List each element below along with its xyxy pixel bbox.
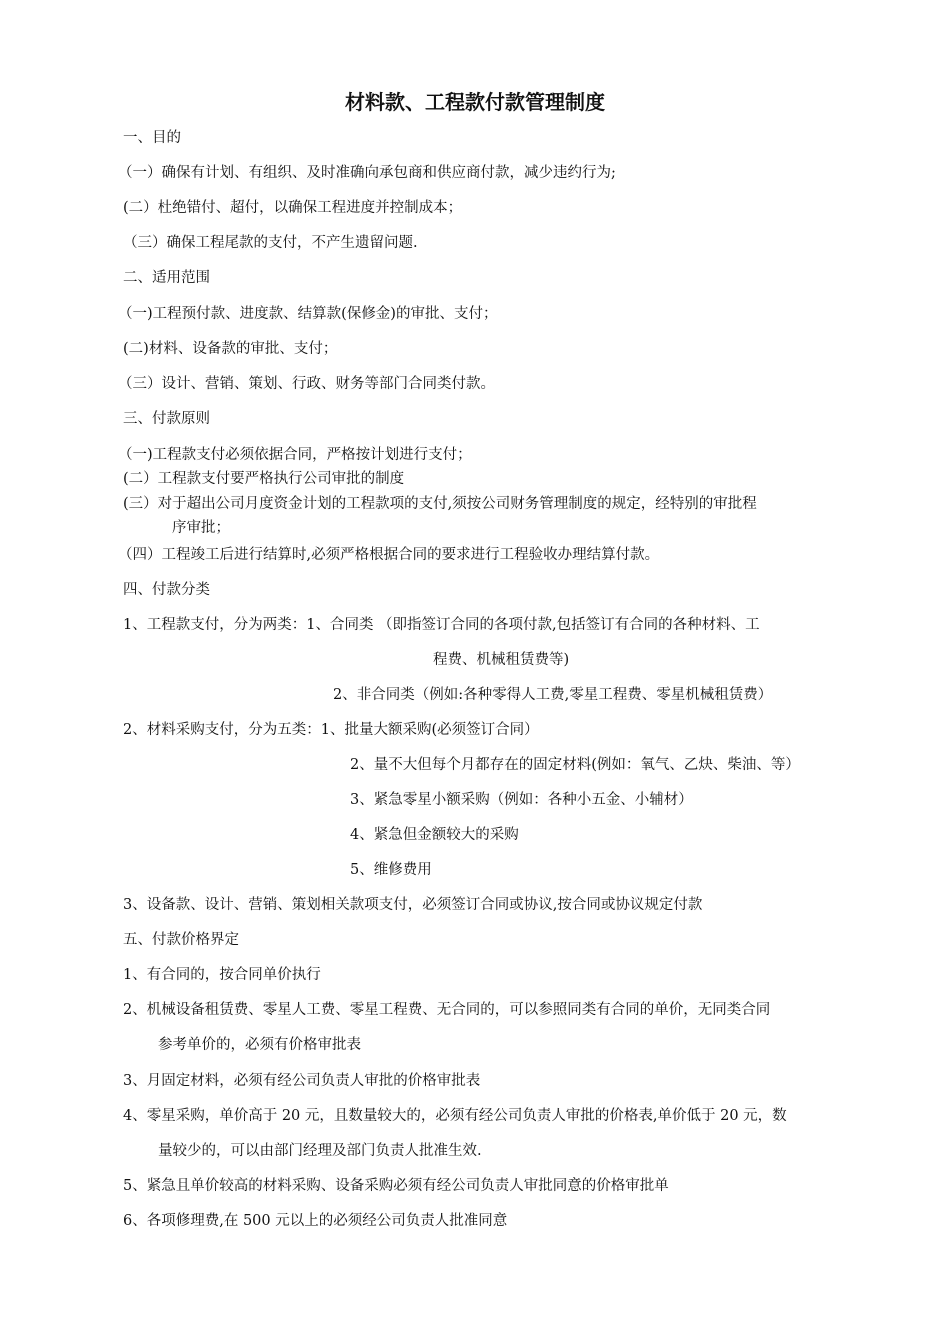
section-heading-scope: 二、适用范围 <box>123 270 210 286</box>
principle-item-3: (三）对于超出公司月度资金计划的工程款项的支付,须按公司财务管理制度的规定，经特别的审批程 <box>123 496 757 512</box>
category-1-line-1: 1、工程款支付，分为两类：1、合同类 （即指签订合同的各项付款,包括签订有合同的各种材料、工 <box>123 617 760 633</box>
section-heading-principles: 三、付款原则 <box>123 411 210 427</box>
pricing-item-3: 3、月固定材料，必须有经公司负责人审批的价格审批表 <box>123 1073 481 1089</box>
document-title: 材料款、工程款付款管理制度 <box>345 90 605 114</box>
section-heading-categories: 四、付款分类 <box>123 582 210 598</box>
category-3: 3、设备款、设计、营销、策划相关款项支付，必须签订合同或协议,按合同或协议规定付款 <box>123 897 703 913</box>
category-1-line-3: 2、非合同类（例如:各种零得人工费,零星工程费、零星机械租赁费） <box>333 687 773 703</box>
section-heading-purpose: 一、目的 <box>123 130 181 146</box>
purpose-item-2: (二）杜绝错付、超付，以确保工程进度并控制成本； <box>123 200 463 216</box>
pricing-item-2: 2、机械设备租赁费、零星人工费、零星工程费、无合同的，可以参照同类有合同的单价，无同类合同 <box>123 1002 771 1018</box>
principle-item-1: （一)工程款支付必须依据合同，严格按计划进行支付； <box>118 447 472 463</box>
pricing-item-4: 4、零星采购，单价高于 20 元，且数量较大的，必须有经公司负责人审批的价格表,单价低于 20 元，数 <box>123 1108 787 1124</box>
section-heading-pricing: 五、付款价格界定 <box>123 932 239 948</box>
scope-item-2: (二)材料、设备款的审批、支付； <box>123 341 338 357</box>
category-2-line-1: 2、材料采购支付，分为五类：1、批量大额采购(必须签订合同） <box>123 722 539 738</box>
pricing-item-1: 1、有合同的，按合同单价执行 <box>123 967 321 983</box>
category-2-line-2: 2、量不大但每个月都存在的固定材料(例如：氧气、乙炔、柴油、等） <box>350 757 800 773</box>
category-1-line-2: 程费、机械租赁费等) <box>433 652 570 668</box>
category-2-line-5: 5、维修费用 <box>350 862 432 878</box>
pricing-item-6: 6、各项修理费,在 500 元以上的必须经公司负责人批准同意 <box>123 1213 508 1229</box>
principle-item-2: (二）工程款支付要严格执行公司审批的制度 <box>123 471 405 487</box>
scope-item-1: （一)工程预付款、进度款、结算款(保修金)的审批、支付； <box>118 306 498 322</box>
pricing-item-5: 5、紧急且单价较高的材料采购、设备采购必须有经公司负责人审批同意的价格审批单 <box>123 1178 669 1194</box>
purpose-item-1: （一）确保有计划、有组织、及时准确向承包商和供应商付款，减少违约行为; <box>118 165 616 181</box>
category-2-line-3: 3、紧急零星小额采购（例如：各种小五金、小辅材） <box>350 792 693 808</box>
principle-item-4: （四）工程竣工后进行结算时,必须严格根据合同的要求进行工程验收办理结算付款。 <box>118 547 660 563</box>
principle-item-3-continued: 序审批； <box>172 520 230 536</box>
purpose-item-3: （三）确保工程尾款的支付，不产生遗留问题. <box>123 235 418 251</box>
scope-item-3: （三）设计、营销、策划、行政、财务等部门合同类付款。 <box>118 376 495 392</box>
category-2-line-4: 4、紧急但金额较大的采购 <box>350 827 519 843</box>
pricing-item-4-continued: 量较少的，可以由部门经理及部门负责人批准生效. <box>158 1143 482 1159</box>
pricing-item-2-continued: 参考单价的，必须有价格审批表 <box>158 1037 361 1053</box>
